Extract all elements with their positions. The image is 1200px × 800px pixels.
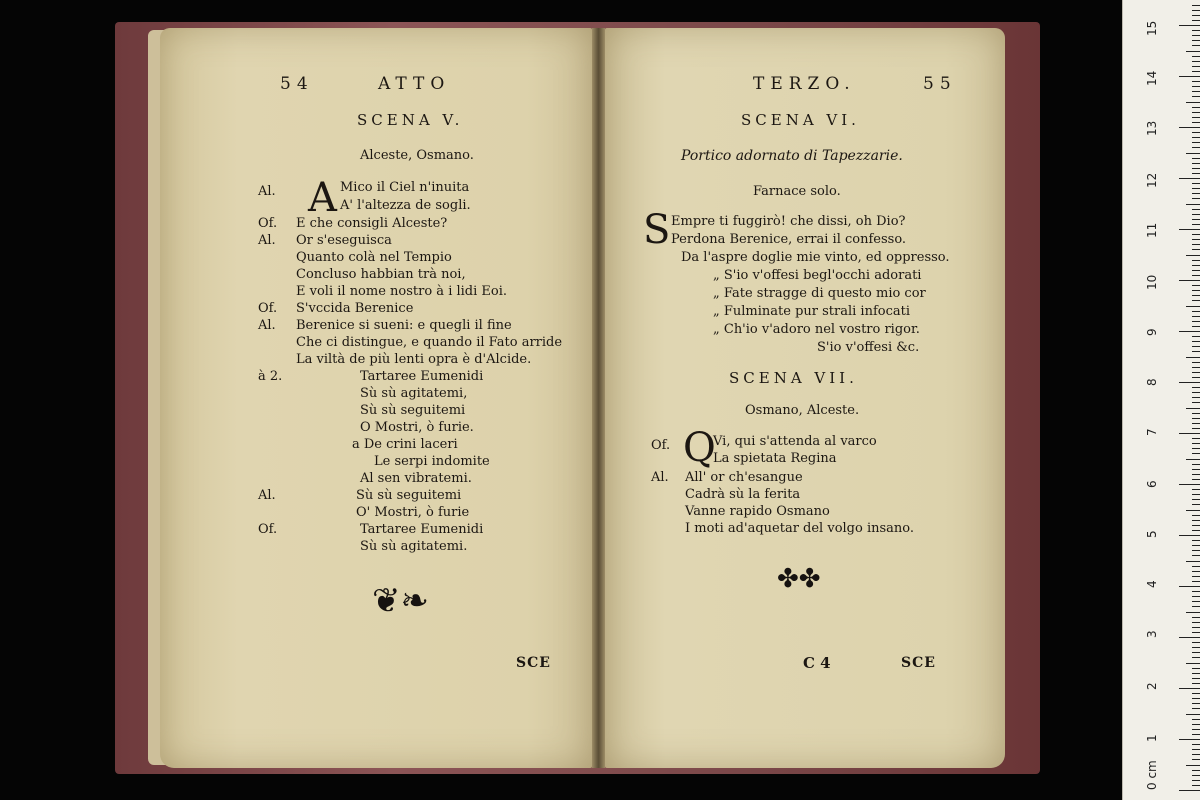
verse-line: Al sen vibratemi. bbox=[360, 471, 472, 486]
verse-line: Quanto colà nel Tempio bbox=[296, 250, 452, 265]
ruler-tick bbox=[1192, 576, 1200, 577]
ruler-tick bbox=[1192, 117, 1200, 118]
ruler-tick bbox=[1179, 586, 1200, 587]
ruler-tick bbox=[1186, 153, 1200, 154]
ruler-tick bbox=[1186, 306, 1200, 307]
ruler-tick bbox=[1186, 204, 1200, 205]
ruler-number: 9 bbox=[1145, 328, 1159, 336]
ruler-tick bbox=[1192, 642, 1200, 643]
running-head: ATTO bbox=[378, 74, 451, 94]
ruler-tick bbox=[1192, 311, 1200, 312]
scene-characters: Osmano, Alceste. bbox=[745, 403, 860, 418]
ruler-tick bbox=[1192, 678, 1200, 679]
ruler-tick bbox=[1192, 387, 1200, 388]
ruler-tick bbox=[1186, 51, 1200, 52]
ruler-tick bbox=[1192, 290, 1200, 291]
ruler-tick bbox=[1192, 214, 1200, 215]
ruler-tick bbox=[1192, 239, 1200, 240]
ruler-tick bbox=[1192, 61, 1200, 62]
ruler-tick bbox=[1192, 453, 1200, 454]
verse-line: Sù sù agitatemi. bbox=[360, 539, 468, 554]
ruler-tick bbox=[1179, 76, 1200, 77]
ruler-tick bbox=[1192, 81, 1200, 82]
ruler-tick bbox=[1192, 362, 1200, 363]
ruler-tick bbox=[1192, 622, 1200, 623]
verse-line: Cadrà sù la ferita bbox=[685, 487, 801, 502]
ruler-tick bbox=[1192, 285, 1200, 286]
ruler-tick bbox=[1179, 280, 1200, 281]
ruler-tick bbox=[1192, 188, 1200, 189]
ruler-tick bbox=[1192, 581, 1200, 582]
speaker-label: Al. bbox=[258, 488, 276, 503]
ruler-tick bbox=[1192, 392, 1200, 393]
ruler-tick bbox=[1192, 168, 1200, 169]
ruler-tick bbox=[1186, 408, 1200, 409]
ruler-tick bbox=[1186, 255, 1200, 256]
ruler-tick bbox=[1179, 688, 1200, 689]
ruler-tick bbox=[1192, 45, 1200, 46]
ruler-tick bbox=[1192, 377, 1200, 378]
ruler-tick bbox=[1192, 499, 1200, 500]
ruler-tick bbox=[1192, 566, 1200, 567]
ruler-number: 5 bbox=[1145, 530, 1159, 538]
ruler-tick bbox=[1192, 35, 1200, 36]
ruler-tick bbox=[1192, 367, 1200, 368]
scene-title: SCENA VII. bbox=[729, 369, 858, 387]
ruler-tick bbox=[1192, 209, 1200, 210]
ruler-tick bbox=[1192, 744, 1200, 745]
ruler-tick bbox=[1192, 443, 1200, 444]
ruler-tick bbox=[1192, 265, 1200, 266]
ruler-tick bbox=[1192, 464, 1200, 465]
ruler-number: 6 bbox=[1145, 480, 1159, 488]
page-number: 55 bbox=[923, 74, 957, 94]
ruler-tick bbox=[1192, 540, 1200, 541]
speaker-label: Al. bbox=[651, 470, 669, 485]
ruler-number: 15 bbox=[1145, 20, 1159, 36]
verse-line: A' l'altezza de sogli. bbox=[340, 198, 471, 213]
ruler-number: 13 bbox=[1145, 120, 1159, 136]
speaker-label: Of. bbox=[258, 301, 278, 316]
ruler-tick bbox=[1192, 96, 1200, 97]
ruler-tick bbox=[1192, 596, 1200, 597]
verse-line: a De crini laceri bbox=[352, 437, 458, 452]
ruler-tick bbox=[1192, 550, 1200, 551]
ruler-tick bbox=[1192, 193, 1200, 194]
verse-line: „ Fate stragge di questo mio cor bbox=[713, 286, 926, 301]
verse-line: O Mostri, ò furie. bbox=[360, 420, 474, 435]
ruler-number: 1 bbox=[1145, 734, 1159, 742]
verse-line: Mico il Ciel n'inuita bbox=[340, 180, 470, 195]
ruler-tick bbox=[1186, 459, 1200, 460]
ruler-tick bbox=[1192, 479, 1200, 480]
ruler-tick bbox=[1192, 571, 1200, 572]
ruler-tick bbox=[1192, 66, 1200, 67]
ruler-tick bbox=[1192, 372, 1200, 373]
verse-line: E voli il nome nostro à i lidi Eoi. bbox=[296, 284, 508, 299]
right-page bbox=[605, 28, 1005, 768]
left-page bbox=[160, 28, 592, 768]
ruler-number: 14 bbox=[1145, 70, 1159, 86]
ruler-tick bbox=[1192, 545, 1200, 546]
ruler-tick bbox=[1179, 25, 1200, 26]
drop-capital: S bbox=[643, 207, 671, 253]
ruler-tick bbox=[1192, 107, 1200, 108]
ruler-tick bbox=[1192, 515, 1200, 516]
ruler-tick bbox=[1192, 423, 1200, 424]
ruler-number: 7 bbox=[1145, 428, 1159, 436]
ruler-tick bbox=[1192, 775, 1200, 776]
ruler-tick bbox=[1192, 219, 1200, 220]
ruler-tick bbox=[1192, 668, 1200, 669]
ruler-number: 3 bbox=[1145, 630, 1159, 638]
ruler-tick bbox=[1192, 234, 1200, 235]
verse-line: Concluso habbian trà noi, bbox=[296, 267, 466, 282]
ruler-tick bbox=[1192, 474, 1200, 475]
measurement-ruler bbox=[1122, 0, 1200, 800]
ruler-tick bbox=[1192, 780, 1200, 781]
gutter bbox=[592, 28, 605, 768]
ruler-tick bbox=[1192, 5, 1200, 6]
verse-line: Sù sù seguitemi bbox=[356, 488, 462, 503]
verse-line: „ Ch'io v'adoro nel vostro rigor. bbox=[713, 322, 920, 337]
ruler-tick bbox=[1192, 147, 1200, 148]
ruler-tick bbox=[1192, 224, 1200, 225]
ruler-tick bbox=[1192, 683, 1200, 684]
ruler-tick bbox=[1192, 418, 1200, 419]
ruler-tick bbox=[1192, 173, 1200, 174]
ruler-tick bbox=[1192, 469, 1200, 470]
verse-line: O' Mostri, ò furie bbox=[356, 505, 470, 520]
ruler-tick bbox=[1192, 142, 1200, 143]
drop-capital: Q bbox=[683, 425, 716, 471]
speaker-label: Al. bbox=[258, 233, 276, 248]
ruler-tick bbox=[1192, 351, 1200, 352]
ruler-tick bbox=[1192, 525, 1200, 526]
ruler-tick bbox=[1192, 158, 1200, 159]
ruler-tick bbox=[1192, 397, 1200, 398]
ruler-tick bbox=[1192, 719, 1200, 720]
catchword: SCE bbox=[901, 655, 936, 671]
speaker-label: Of. bbox=[651, 438, 671, 453]
ruler-tick bbox=[1192, 520, 1200, 521]
ruler-tick bbox=[1192, 346, 1200, 347]
ruler-tick bbox=[1186, 357, 1200, 358]
verse-line: La spietata Regina bbox=[713, 451, 837, 466]
verse-line: E che consigli Alceste? bbox=[296, 216, 448, 231]
ruler-tick bbox=[1192, 30, 1200, 31]
ruler-tick bbox=[1192, 341, 1200, 342]
scene-characters: Farnace solo. bbox=[753, 184, 841, 199]
speaker-label: Of. bbox=[258, 522, 278, 537]
ruler-tick bbox=[1192, 321, 1200, 322]
ruler-tick bbox=[1192, 657, 1200, 658]
verse-line: Perdona Berenice, errai il confesso. bbox=[671, 232, 907, 247]
ruler-number: 2 bbox=[1145, 682, 1159, 690]
verse-line: Tartaree Eumenidi bbox=[360, 522, 484, 537]
verse-line: Le serpi indomite bbox=[374, 454, 490, 469]
ruler-tick bbox=[1192, 617, 1200, 618]
ruler-tick bbox=[1192, 275, 1200, 276]
ruler-tick bbox=[1192, 326, 1200, 327]
ruler-tick bbox=[1192, 249, 1200, 250]
ruler-tick bbox=[1192, 504, 1200, 505]
verse-line: Or s'eseguisca bbox=[296, 233, 392, 248]
ruler-tick bbox=[1186, 714, 1200, 715]
ruler-tick bbox=[1192, 112, 1200, 113]
drop-capital: A bbox=[308, 175, 337, 221]
ruler-tick bbox=[1179, 127, 1200, 128]
ruler-tick bbox=[1192, 40, 1200, 41]
ruler-tick bbox=[1192, 632, 1200, 633]
ruler-tick bbox=[1179, 637, 1200, 638]
verse-line: „ Fulminate pur strali infocati bbox=[713, 304, 911, 319]
verse-line: S'vccida Berenice bbox=[296, 301, 414, 316]
ruler-tick bbox=[1192, 724, 1200, 725]
speaker-label: à 2. bbox=[258, 369, 283, 384]
ruler-tick bbox=[1192, 530, 1200, 531]
ruler-tick bbox=[1192, 336, 1200, 337]
ruler-tick bbox=[1192, 71, 1200, 72]
ruler-tick bbox=[1192, 438, 1200, 439]
ruler-tick bbox=[1192, 591, 1200, 592]
ruler-tick bbox=[1192, 703, 1200, 704]
ruler-number: 8 bbox=[1145, 378, 1159, 386]
scene-setting: Portico adornato di Tapezzarie. bbox=[681, 148, 903, 164]
scene-characters: Alceste, Osmano. bbox=[360, 148, 474, 163]
verse-line: „ S'io v'offesi begl'occhi adorati bbox=[713, 268, 922, 283]
ruler-tick bbox=[1192, 693, 1200, 694]
verse-line: Berenice si sueni: e quegli il fine bbox=[296, 318, 512, 333]
ruler-tick bbox=[1192, 260, 1200, 261]
ruler-tick bbox=[1192, 122, 1200, 123]
ruler-tick bbox=[1186, 510, 1200, 511]
page-number: 54 bbox=[280, 74, 314, 94]
ruler-tick bbox=[1192, 10, 1200, 11]
ruler-tick bbox=[1186, 102, 1200, 103]
ruler-tick bbox=[1179, 178, 1200, 179]
ruler-tick bbox=[1192, 729, 1200, 730]
ruler-tick bbox=[1179, 484, 1200, 485]
verse-line: Che ci distingue, e quando il Fato arride bbox=[296, 335, 563, 350]
ruler-number: 10 bbox=[1145, 274, 1159, 290]
ruler-tick bbox=[1192, 555, 1200, 556]
ruler-tick bbox=[1179, 535, 1200, 536]
ruler-tick bbox=[1192, 295, 1200, 296]
ruler-tick bbox=[1192, 494, 1200, 495]
verse-line: Vi, qui s'attenda al varco bbox=[713, 434, 877, 449]
verse-line: La viltà de più lenti opra è d'Alcide. bbox=[296, 352, 532, 367]
ruler-tick bbox=[1192, 673, 1200, 674]
ruler-tick bbox=[1186, 561, 1200, 562]
ruler-tick bbox=[1192, 20, 1200, 21]
ruler-tick bbox=[1192, 86, 1200, 87]
ruler-number: 12 bbox=[1145, 172, 1159, 188]
catchword: SCE bbox=[516, 655, 551, 671]
verse-line: Sù sù seguitemi bbox=[360, 403, 466, 418]
scene-title: SCENA VI. bbox=[741, 111, 860, 129]
ruler-tick bbox=[1192, 754, 1200, 755]
ruler-tick bbox=[1179, 382, 1200, 383]
scene-title: SCENA V. bbox=[357, 111, 464, 129]
ruler-number: 4 bbox=[1145, 580, 1159, 588]
speaker-label: Al. bbox=[258, 184, 276, 199]
verse-line: Da l'aspre doglie mie vinto, ed oppresso. bbox=[681, 250, 950, 265]
verse-line: S'io v'offesi &c. bbox=[817, 340, 920, 355]
ruler-tick bbox=[1186, 612, 1200, 613]
ruler-tick bbox=[1192, 489, 1200, 490]
ruler-tick bbox=[1192, 163, 1200, 164]
ruler-tick bbox=[1192, 198, 1200, 199]
verse-line: All' or ch'esangue bbox=[685, 470, 803, 485]
ruler-tick bbox=[1192, 270, 1200, 271]
verse-line: Sù sù agitatemi, bbox=[360, 386, 468, 401]
ruler-unit-label: 0 cm bbox=[1145, 760, 1159, 790]
ornament: ✤✤ bbox=[777, 564, 821, 594]
ruler-tick bbox=[1192, 601, 1200, 602]
ruler-tick bbox=[1192, 448, 1200, 449]
ruler-tick bbox=[1192, 770, 1200, 771]
ruler-tick bbox=[1192, 137, 1200, 138]
ruler-tick bbox=[1186, 663, 1200, 664]
ruler-tick bbox=[1192, 749, 1200, 750]
ruler-tick bbox=[1192, 734, 1200, 735]
ruler-tick bbox=[1179, 229, 1200, 230]
ruler-tick bbox=[1192, 759, 1200, 760]
ruler-tick bbox=[1192, 15, 1200, 16]
ruler-tick bbox=[1192, 132, 1200, 133]
signature-mark: C 4 bbox=[803, 654, 831, 672]
ruler-tick bbox=[1179, 739, 1200, 740]
ruler-tick bbox=[1179, 331, 1200, 332]
ruler-tick bbox=[1192, 785, 1200, 786]
ruler-tick bbox=[1192, 606, 1200, 607]
ruler-tick bbox=[1192, 244, 1200, 245]
ruler-tick bbox=[1179, 433, 1200, 434]
verse-line: Vanne rapido Osmano bbox=[685, 504, 830, 519]
verse-line: Tartaree Eumenidi bbox=[360, 369, 484, 384]
ruler-tick bbox=[1192, 652, 1200, 653]
ruler-number: 11 bbox=[1145, 222, 1159, 238]
ruler-tick bbox=[1192, 91, 1200, 92]
ruler-tick bbox=[1192, 316, 1200, 317]
ruler-tick bbox=[1192, 708, 1200, 709]
ruler-tick bbox=[1192, 183, 1200, 184]
verse-line: Empre ti fuggirò! che dissi, oh Dio? bbox=[671, 214, 906, 229]
ruler-tick bbox=[1192, 413, 1200, 414]
ruler-tick bbox=[1192, 300, 1200, 301]
ornament: ❦❧ bbox=[372, 581, 429, 621]
ruler-tick bbox=[1192, 402, 1200, 403]
speaker-label: Al. bbox=[258, 318, 276, 333]
ruler-tick bbox=[1192, 647, 1200, 648]
ruler-tick bbox=[1192, 56, 1200, 57]
ruler-tick bbox=[1192, 627, 1200, 628]
verse-line: I moti ad'aquetar del volgo insano. bbox=[685, 521, 915, 536]
running-head: TERZO. bbox=[753, 74, 856, 94]
ruler-tick bbox=[1192, 698, 1200, 699]
ruler-tick bbox=[1192, 428, 1200, 429]
ruler-tick bbox=[1179, 790, 1200, 791]
speaker-label: Of. bbox=[258, 216, 278, 231]
ruler-tick bbox=[1186, 765, 1200, 766]
